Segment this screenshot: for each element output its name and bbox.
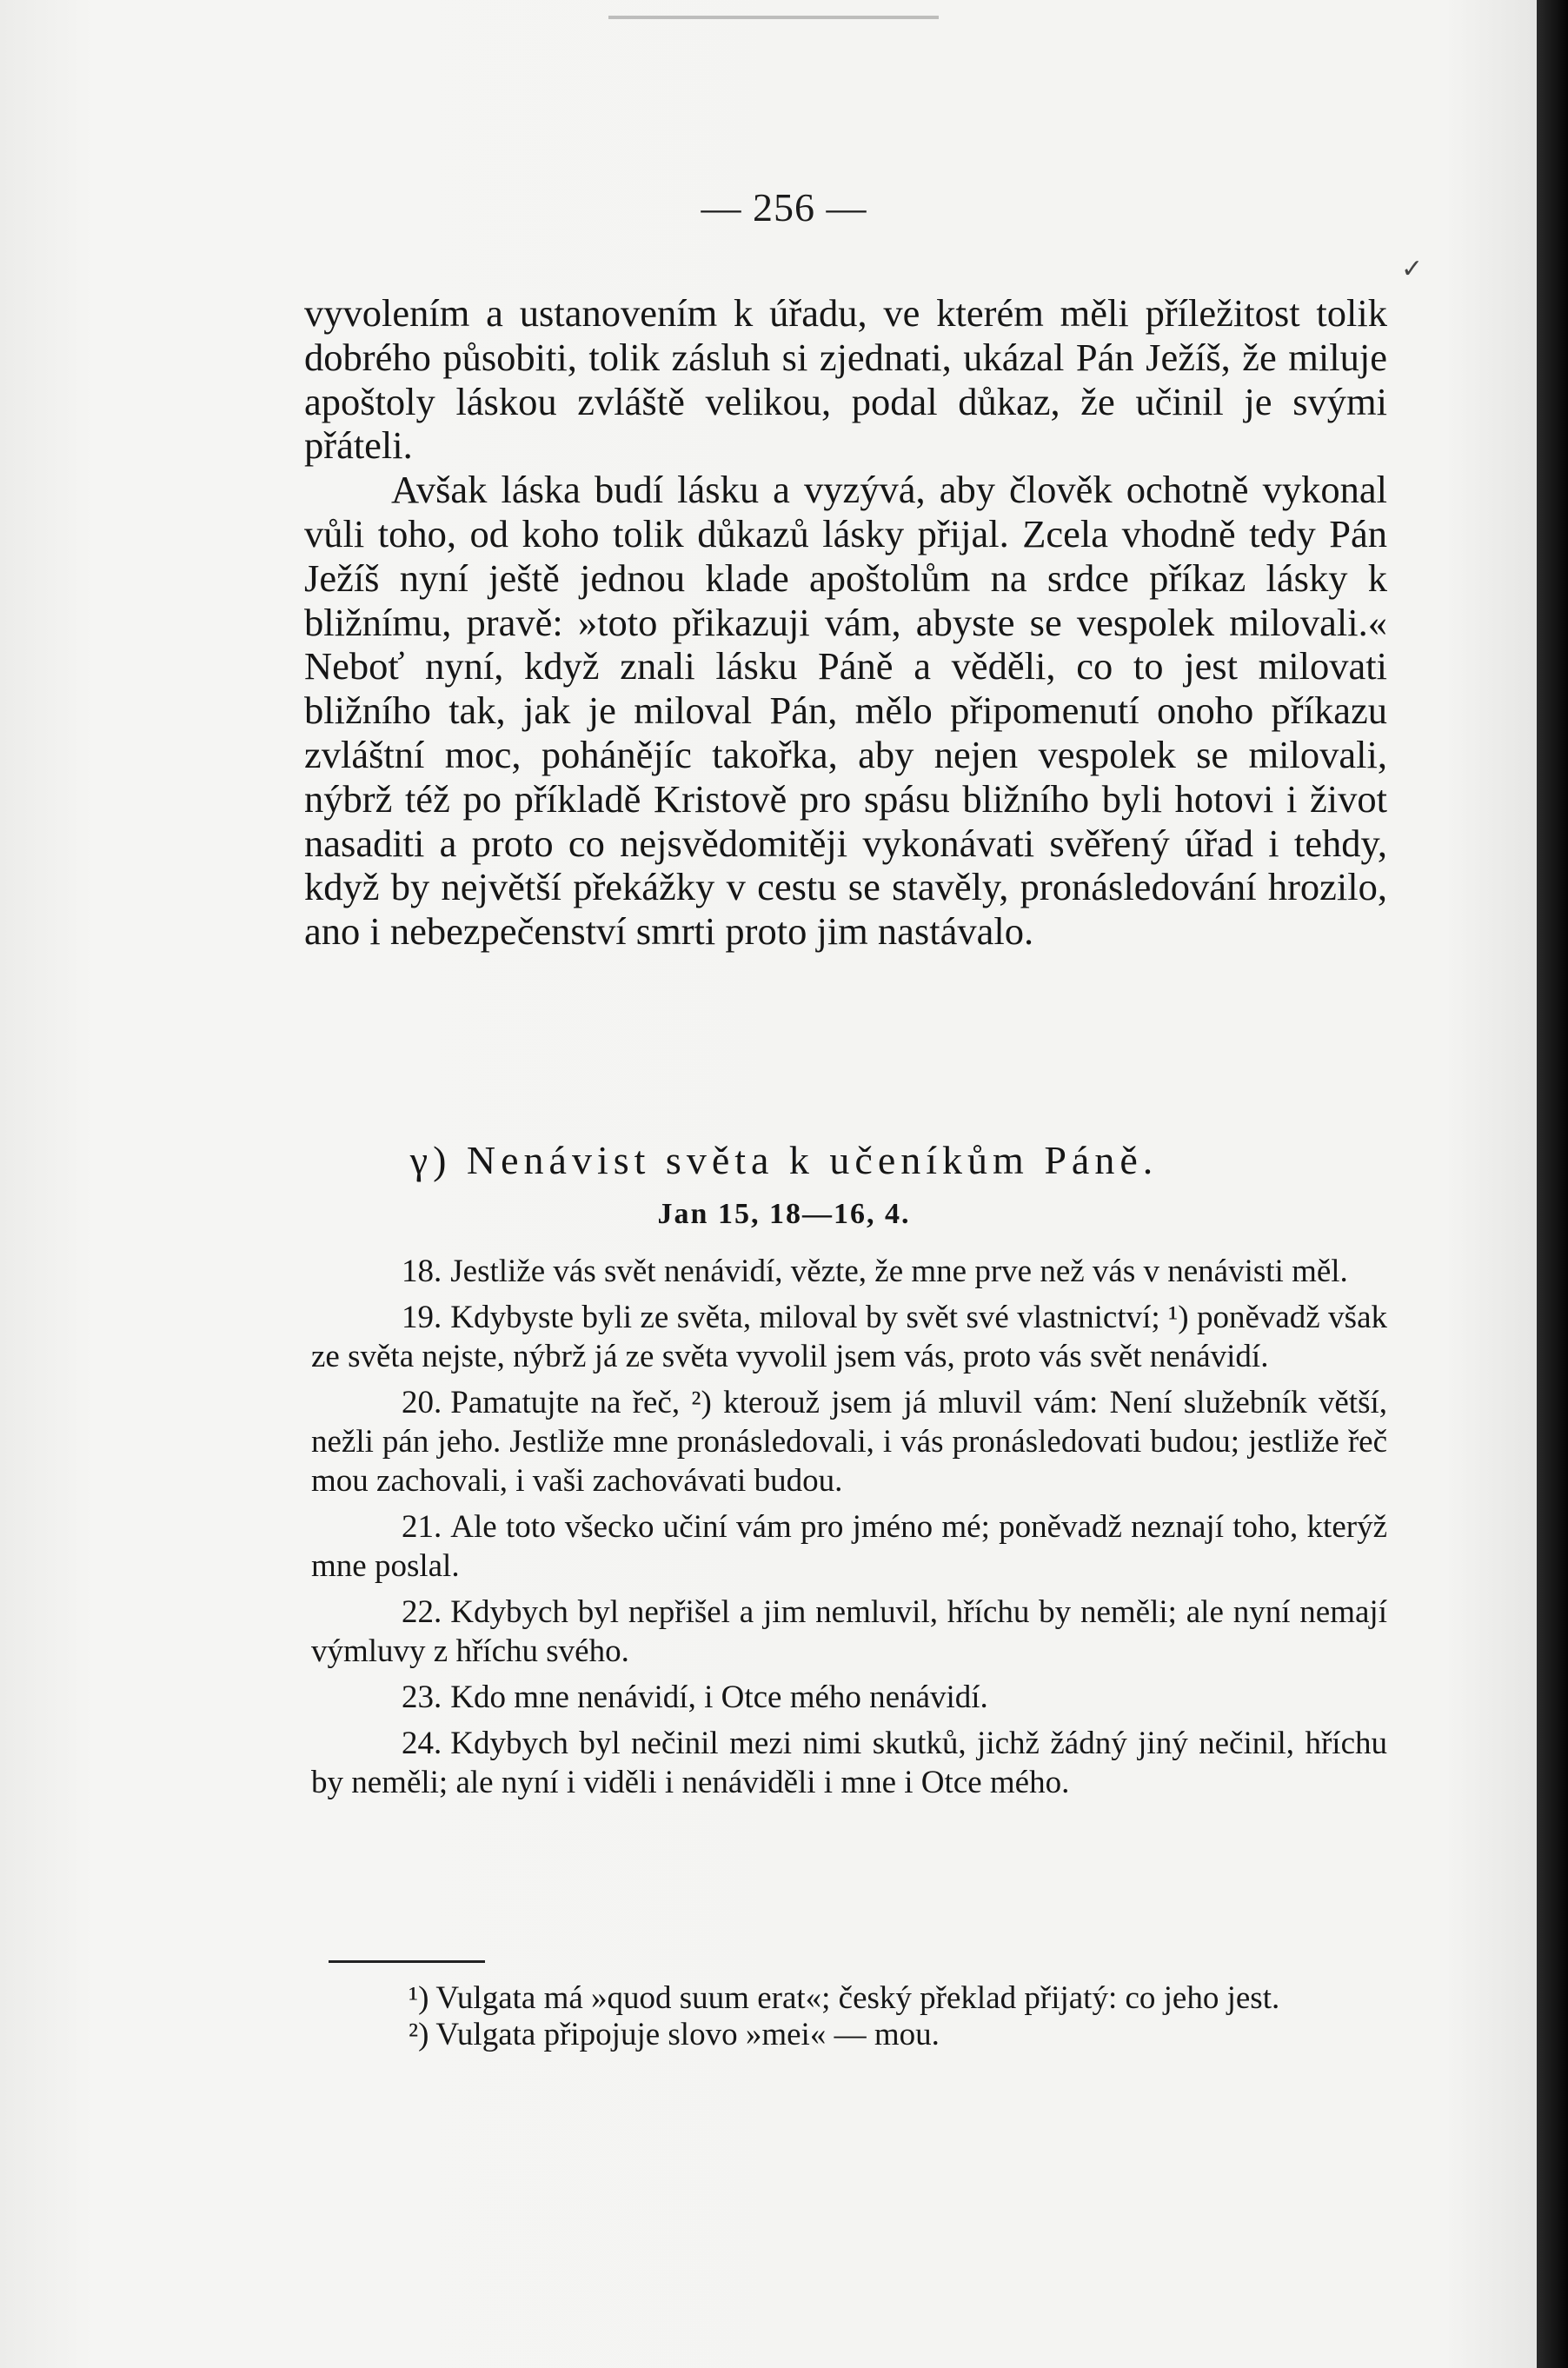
verse-text: Pamatujte na řeč, ²) kterouž jsem já mluvil vám: Není služebník větší, nežli pán jeho. Jestliže mne pronásledovali, i vás pronásledovati budou; jestliže řeč mou zachovali, i vaši zachovávati budou. [311,1385,1387,1499]
verse-text: Kdybyste byli ze světa, miloval by svět své vlastnictví; ¹) poněvadž však ze světa nejste, nýbrž já ze světa vyvolil jsem vás, proto vás svět nenávidí. [311,1300,1387,1374]
verse-number: 23. [402,1680,442,1715]
verse [311,1507,1387,1586]
body-paragraph: Avšak láska budí lásku a vyzývá, aby člověk ochotně vykonal vůli toho, od koho tolik důkazů lásky přijal. Zcela vhodně tedy Pán Ježíš nyní ještě jednou klade apoštolům na srdce příkaz lásky k bližnímu, pravě: »toto přikazuji vám, abyste se vespolek milovali.« Neboť nyní, když znali lásku Páně a věděli, co to jest milovati bližního tak, jak je miloval Pán, mělo připomenutí onoho příkazu zvláštní moc, pohánějíc takořka, aby nejen vespolek se milovali, nýbrž též po příkladě Kristově pro spásu bližního byli hotovi i život nasaditi a proto co nejsvědomitěji vykonávati svěřený úřad i tehdy, když by největší překážky v cestu se stavěly, pronásledování hrozilo, ano i nebezpečenství smrti proto jim nastávalo. [304,468,1387,954]
verse-number: 19. [402,1300,442,1335]
verse-text: Kdybych byl nepřišel a jim nemluvil, hříchu by neměli; ale nyní nemají výmluvy z hříchu svého. [311,1594,1387,1669]
verse-number: 21. [402,1509,442,1545]
verse-text: Jestliže vás svět nenávidí, vězte, že mne prve než vás v nenávisti měl. [450,1254,1348,1289]
section-heading: γ) Nenávist světa k učeníkům Páně. [409,1138,1159,1182]
verse [311,1298,1387,1376]
verse-text: Kdo mne nenávidí, i Otce mého nenávidí. [450,1680,988,1715]
verse-text: Kdybych byl nečinil mezi nimi skutků, jichž žádný jiný nečinil, hříchu by neměli; ale nyní i viděli i nenáviděli i mne i Otce mého. [311,1726,1387,1800]
footnote [311,1980,1387,2017]
scripture-reference: Jan 15, 18—16, 4. [657,1198,911,1230]
verse-number: 22. [402,1594,442,1630]
stray-ink-mark: ✓ [1401,255,1424,283]
verse-list [311,1252,1387,1809]
body-text [304,291,1387,954]
footnotes [311,1980,1387,2053]
verse [311,1593,1387,1671]
page-number: — 256 — [701,185,867,229]
footnote-text: Vulgata připojuje slovo »mei« — mou. [435,2017,940,2052]
footnote-mark: ²) [409,2017,429,2052]
verse [311,1724,1387,1802]
footnote [311,2017,1387,2053]
page-edge-shadow [608,16,939,19]
verse [311,1252,1387,1291]
verse [311,1678,1387,1717]
body-paragraph: vyvolením a ustanovením k úřadu, ve kterém měli příležitost tolik dobrého působiti, tolik zásluh si zjednati, ukázal Pán Ježíš, že miluje apoštoly láskou zvláště velikou, podal důkaz, že učinil je svými přáteli. [304,291,1387,468]
footnote-mark: ¹) [409,1980,429,2016]
verse-number: 18. [402,1254,442,1289]
verse-text: Ale toto všecko učiní vám pro jméno mé; poněvadž neznají toho, kterýž mne poslal. [311,1509,1387,1584]
verse [311,1383,1387,1500]
scan-border [1537,0,1568,2368]
footnote-divider [329,1960,485,1963]
verse-number: 24. [402,1726,442,1761]
verse-number: 20. [402,1385,442,1420]
footnote-text: Vulgata má »quod suum erat«; český překlad přijatý: co jeho jest. [435,1980,1280,2016]
